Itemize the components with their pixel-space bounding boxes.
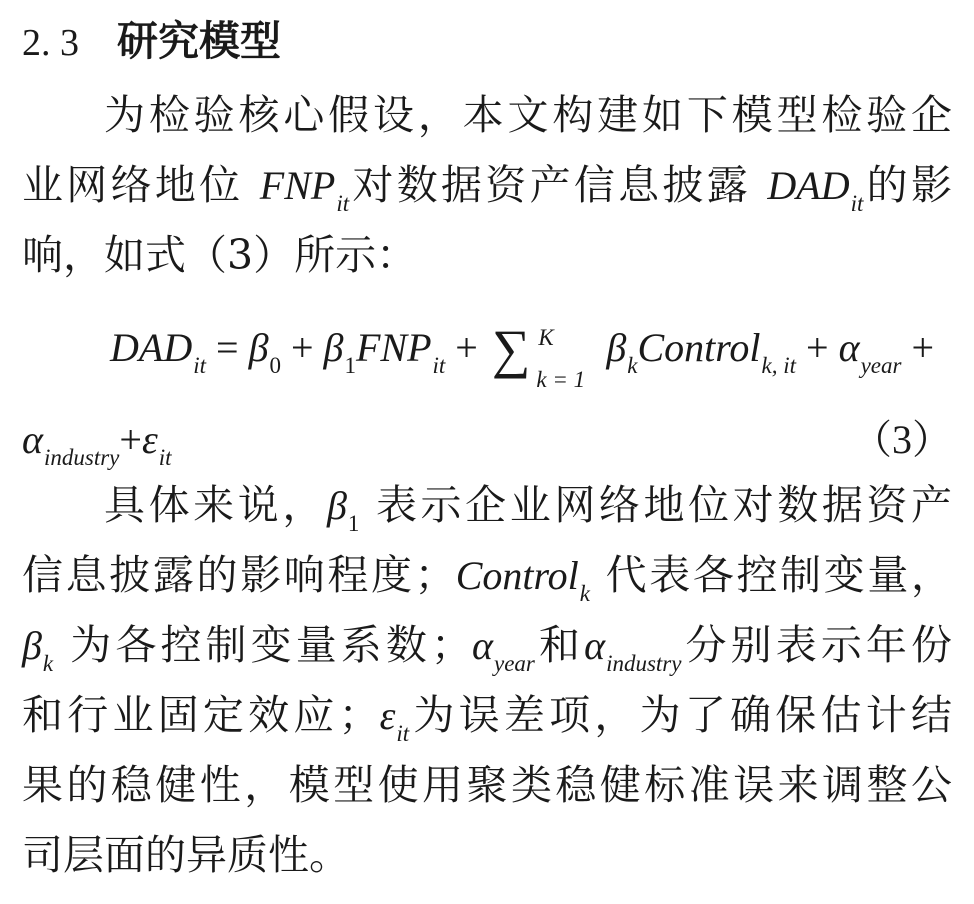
section-heading bbox=[22, 12, 952, 72]
math-fnp: $FNP_{it}$ bbox=[259, 163, 350, 216]
text: 的影 bbox=[863, 161, 952, 209]
equation-line1: $DAD_{it} = \beta_0 + \beta_1FNP_{it}$ + ∑ K k = 1 $\beta_kControl_{k, it} + \alpha_{year}$ + bbox=[110, 319, 934, 392]
para1-line3: 响，如式（3）所示： bbox=[22, 231, 418, 279]
para2-line5: 果的稳健性，模型使用聚类稳健标准误来调整公 bbox=[22, 761, 952, 809]
para2-line4: 和行业固定效应；$\varepsilon_{it}$为误差项，为了确保估计结 bbox=[22, 691, 952, 746]
summation-icon: ∑ bbox=[491, 319, 531, 379]
section-title: 研究模型 bbox=[117, 17, 281, 65]
text: 业网络地位 bbox=[22, 161, 260, 209]
para2-line6: 司层面的异质性。 bbox=[22, 831, 350, 879]
math-dad: $DAD_{it}$ bbox=[767, 163, 864, 216]
equation-number: （3） bbox=[852, 417, 952, 462]
para2-line2: 信息披露的影响程度；Control$_k$ 代表各控制变量， bbox=[22, 551, 952, 606]
para1-line1: 为检验核心假设，本文构建如下模型检验企 bbox=[104, 91, 952, 139]
para2-line3: $\beta_k$ 为各控制变量系数；$\alpha_{year}$和$\alpha_{industry}$分别表示年份 bbox=[22, 621, 952, 676]
section-number: 2. 3 bbox=[22, 22, 79, 64]
para2-line1: 具体来说，$\beta_1$ 表示企业网络地位对数据资产 bbox=[104, 481, 952, 536]
para1-line2 bbox=[22, 156, 952, 233]
equation-line2: $\alpha_{industry}+\varepsilon_{it}$ bbox=[22, 417, 172, 470]
text: 对数据资产信息披露 bbox=[349, 161, 768, 209]
